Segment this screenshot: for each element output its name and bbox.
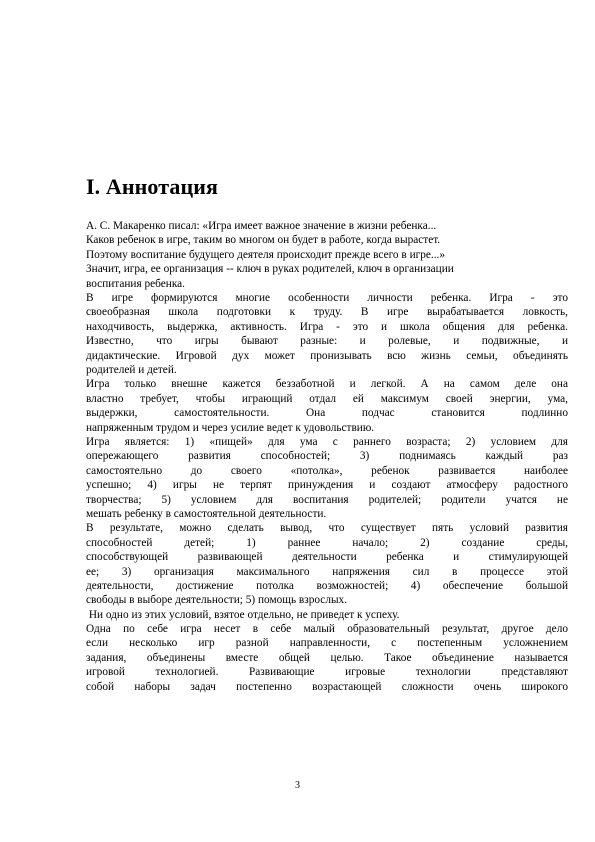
text-line: Поэтому воспитание будущего деятеля происходит прежде всего в игре...» xyxy=(86,248,446,261)
text-line: собой наборы задач постепенно возрастающей сложности очень широкого xyxy=(86,680,568,693)
text-line: успешно; 4) игры не терпят принуждения и создают атмосферу радостного xyxy=(86,479,568,492)
text-line: находчивость, выдержка, активность. Игра - это и школа общения для ребенка. xyxy=(86,320,568,333)
text-line: творчества; 5) условием для воспитания родителей; родители учатся не xyxy=(86,493,568,506)
text-line: Одна по себе игра несет в себе малый образовательный результат, другое дело xyxy=(86,623,568,636)
text-line: Игра только внешне кажется беззаботной и легкой. А на самом деле она xyxy=(86,378,568,391)
text-line: способствующей развивающей деятельности ребенка и стимулирующей xyxy=(86,551,568,564)
text-line: В результате, можно сделать вывод, что существует пять условий развития xyxy=(86,522,568,535)
section-heading: I. Аннотация xyxy=(86,174,219,199)
text-line: самостоятельно до своего «потолка», ребенок развивается наиболее xyxy=(86,464,568,477)
text-line: властно требует, чтобы играющий отдал ей максимум своей энергии, ума, xyxy=(86,392,568,405)
text-line: напряженным трудом и через усилие ведет к удовольствию. xyxy=(86,421,375,434)
annotation-body xyxy=(86,219,568,694)
text-line: Каков ребенок в игре, таким во многом он будет в работе, когда вырастет. xyxy=(86,234,441,247)
text-line: А. С. Макаренко писал: «Игра имеет важное значение в жизни ребенка... xyxy=(86,220,437,232)
text-line: мешать ребенку в самостоятельной деятельности. xyxy=(86,507,327,520)
text-line: В игре формируются многие особенности личности ребенка. Игра - это xyxy=(86,292,568,305)
page-number: 3 xyxy=(295,780,300,791)
text-line: выдержки, самостоятельности. Она подчас становится подлинно xyxy=(86,407,568,420)
text-line: задания, объединены вместе общей целью. Такое объединение называется xyxy=(86,651,568,664)
text-line: Значит, игра, ее организация -- ключ в руках родителей, ключ в организации xyxy=(86,263,454,276)
text-line: опережающего развития способностей; 3) поднимаясь каждый раз xyxy=(86,450,568,463)
text-line: воспитания ребенка. xyxy=(86,277,185,290)
text-line: дидактические. Игровой дух может пронизывать всю жизнь семьи, объединять xyxy=(86,349,568,362)
text-line: ее; 3) организация максимального напряжения сил в процессе этой xyxy=(86,565,568,578)
text-line: способностей детей; 1) раннее начало; 2) создание среды, xyxy=(86,536,568,549)
text-line: игровой технологией. Развивающие игровые технологии представляют xyxy=(86,666,568,679)
text-line: свободы в выборе деятельности; 5) помощь взрослых. xyxy=(86,594,348,607)
text-line: если несколько игр разной направленности, с постепенным усложнением xyxy=(86,637,568,650)
text-line: своеобразная школа подготовки к труду. В игре вырабатывается ловкость, xyxy=(86,306,568,319)
text-line: Игра является: 1) «пищей» для ума с раннего возраста; 2) условием для xyxy=(86,435,568,448)
text-line: Известно, что игры бывают разные: и ролевые, и подвижные, и xyxy=(86,335,568,348)
text-line: родителей и детей. xyxy=(86,363,177,376)
text-line: деятельности, достижение потолка возможностей; 4) обеспечение большой xyxy=(86,579,568,592)
text-line: Ни одно из этих условий, взятое отдельно, не приведет к успеху. xyxy=(86,608,400,621)
